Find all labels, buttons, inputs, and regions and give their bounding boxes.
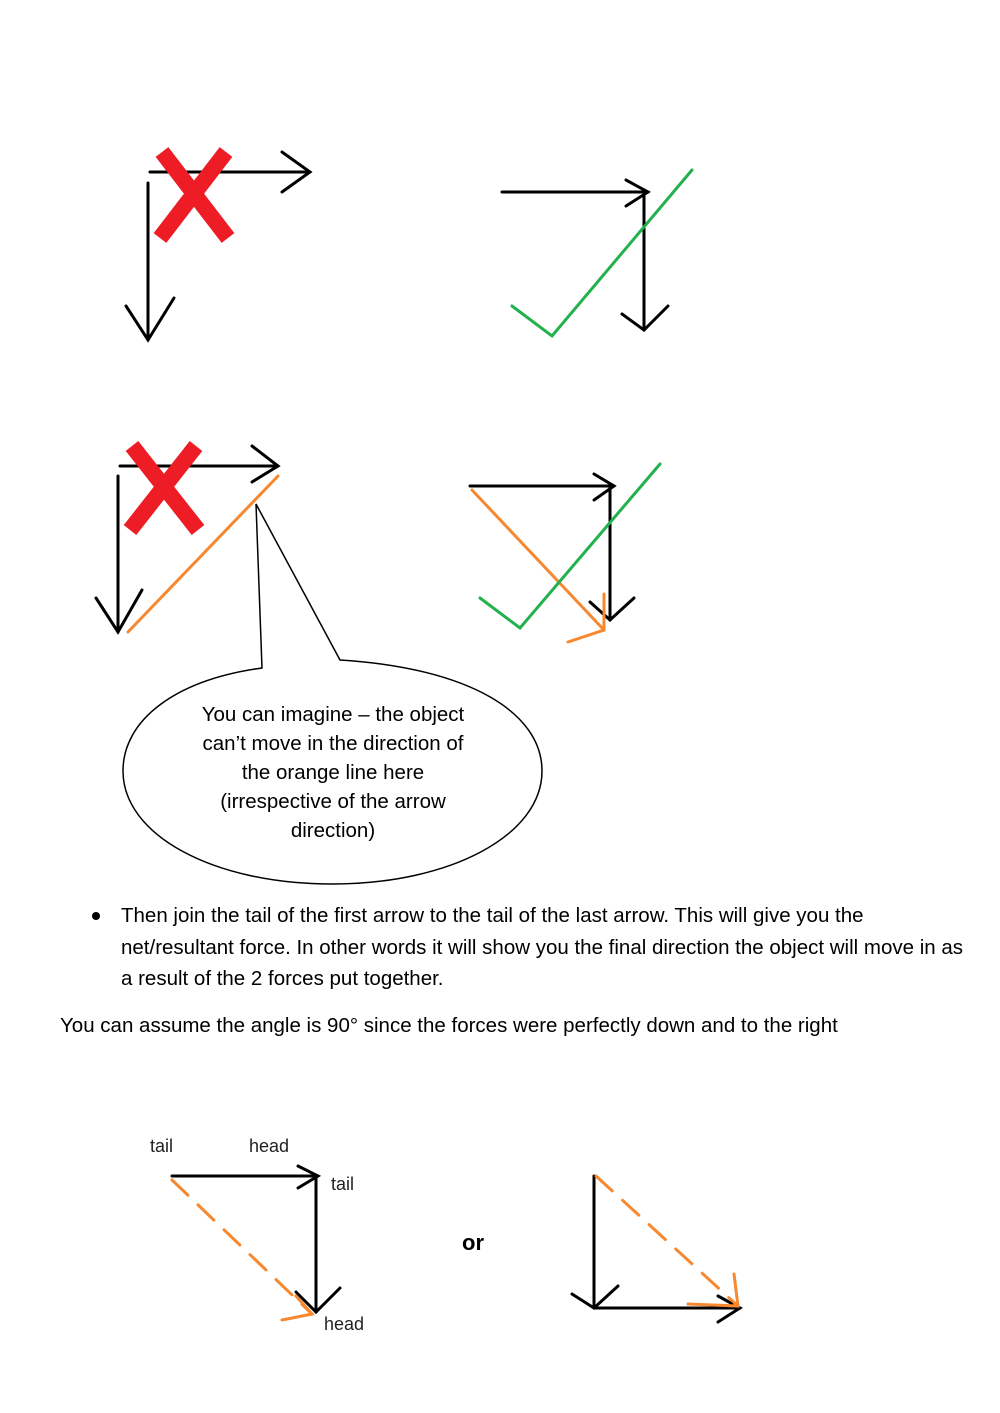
callout-text: You can imagine – the object can’t move in the direction of the orange line here (irrespective of the arrow direction) — [201, 703, 465, 842]
triangle-diagram-left — [172, 1166, 340, 1312]
wrong-cross-icon — [160, 152, 228, 238]
diagram-correct-2 — [470, 474, 634, 620]
diagram-wrong-1 — [126, 152, 310, 340]
label-tail-second: tail — [331, 1174, 355, 1194]
label-head-second: head — [324, 1314, 365, 1334]
diagram-wrong-2 — [96, 446, 278, 632]
or-label: or — [462, 1230, 484, 1255]
wrong-cross-icon — [130, 446, 198, 530]
arrow-right-head — [252, 446, 278, 482]
orange-resultant-arrow — [472, 490, 604, 642]
arrow-down-head — [296, 1288, 340, 1312]
resultant-dashed-arrow-left — [172, 1180, 312, 1320]
arrow-down-head — [590, 598, 634, 620]
bullet-list — [84, 900, 964, 995]
triangle-diagram-right — [572, 1176, 740, 1322]
diagram-correct-1 — [502, 180, 668, 330]
angle-paragraph: You can assume the angle is 90° since the forces were perfectly down and to the right — [60, 1014, 838, 1037]
arrow-down-head — [126, 298, 174, 340]
label-tail-first: tail — [150, 1136, 174, 1156]
bullet-text: Then join the tail of the first arrow to the tail of the last arrow. This will give you the net/resultant force. In other words it will show you the final direction the object will move in as a result of the 2 forces put together. — [121, 904, 964, 990]
label-head-first: head — [249, 1136, 290, 1156]
bullet-icon — [92, 912, 100, 920]
list-item — [84, 900, 964, 995]
correct-check-icon — [480, 464, 660, 628]
